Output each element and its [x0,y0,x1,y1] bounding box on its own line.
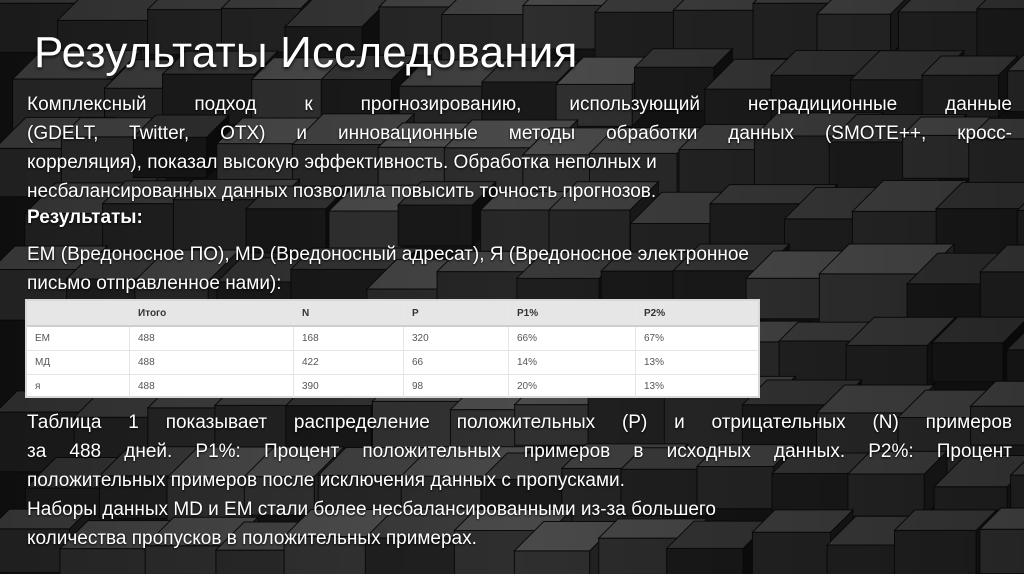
description-line: Таблица 1 показывает распределение положительных (P) и отрицательных (N) примеров [27,412,1012,433]
intro-line: несбалансированных данных позволила повысить точность прогнозов. [27,181,657,202]
table-header-cell: Итого [130,301,294,326]
intro-line: корреляция), показал высокую эффективность. Обработка неполных и [27,152,657,173]
table-cell: 98 [404,375,509,399]
table-cell: 20% [509,375,636,399]
table-cell: 13% [636,351,759,375]
table-row [27,351,758,375]
table-cell: ЕМ [27,326,130,351]
description-line: положительных примеров после исключения данных с пропусками. [27,470,625,491]
table-header-cell: P [404,301,509,326]
table-cell: 488 [130,351,294,375]
table-cell: 422 [294,351,404,375]
legend-line: письмо отправленное нами): [27,273,282,294]
results-table [25,299,760,398]
slide-title: Результаты Исследования [34,28,578,77]
legend-line: ЕМ (Вредоносное ПО), MD (Вредоносный адресат), Я (Вредоносное электронное [27,244,749,265]
description-line: за 488 дней. P1%: Процент положительных примеров в исходных данных. P2%: Процент [27,441,1012,462]
table-cell: 488 [130,326,294,351]
table-cell: 14% [509,351,636,375]
table-cell: 13% [636,375,759,399]
table-cell: 488 [130,375,294,399]
table-cell: 168 [294,326,404,351]
table-cell: 67% [636,326,759,351]
table-cell: я [27,375,130,399]
table-description [27,408,1012,553]
description-line: количества пропусков в положительных примерах. [27,528,477,549]
table-row [27,375,758,399]
description-line: Наборы данных MD и EM стали более несбалансированными из-за большего [27,499,717,520]
table-header-cell [27,301,130,326]
table-header-cell: P2% [636,301,759,326]
table-header-cell: P1% [509,301,636,326]
legend-paragraph [27,240,1012,298]
table-row [27,326,758,351]
table-cell: 320 [404,326,509,351]
table-cell: 66 [404,351,509,375]
table-cell: МД [27,351,130,375]
table-cell: 66% [509,326,636,351]
table-header-row [27,301,758,326]
results-heading: Результаты: [27,207,143,228]
intro-line: (GDELT, Twitter, OTX) и инновационные методы обработки данных (SMOTE++, кросс- [27,123,1012,144]
table-header-cell: N [294,301,404,326]
intro-line: Комплексный подход к прогнозированию, использующий нетрадиционные данные [27,94,1012,115]
intro-paragraph [27,90,1012,206]
table-cell: 390 [294,375,404,399]
